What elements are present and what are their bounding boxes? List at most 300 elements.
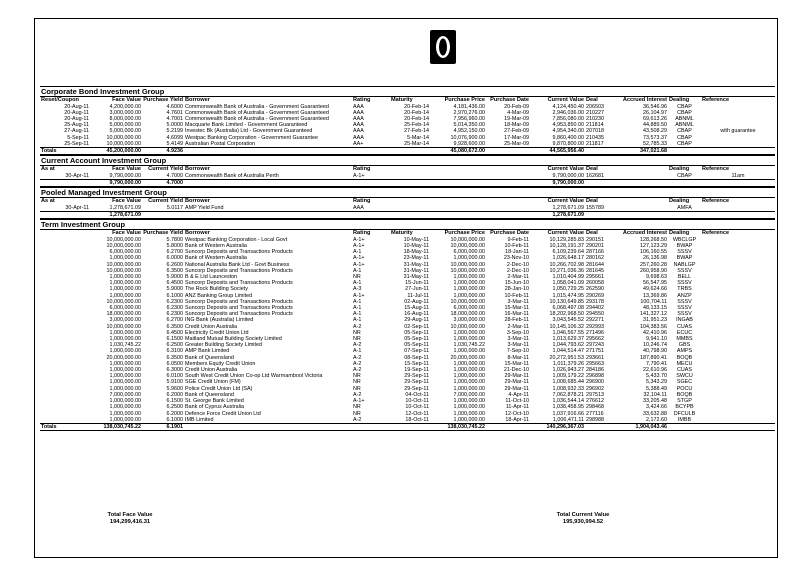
current-value-cell: 1,010,404.99 <box>552 274 584 281</box>
rating-cell: A-1+ <box>353 243 365 250</box>
borrower-cell: IMB Limited <box>185 416 214 423</box>
face-value-cell: 6,000,000.00 <box>109 249 141 256</box>
rating-cell: AAA <box>353 204 364 211</box>
accrued-interest-cell: 49,624.66 <box>643 286 667 293</box>
total-accrued: 1,904,043.46 <box>614 423 668 430</box>
borrower-cell: Suncorp Deposits and Transactions Products <box>185 305 293 312</box>
rating-cell: AAA <box>353 103 364 110</box>
reset-cell: 20-Aug-11 <box>64 116 89 122</box>
deal-cell: 294550 <box>586 311 604 318</box>
deal-cell: 260058 <box>586 280 604 287</box>
current-value-cell: 4,954,340.00 <box>552 128 584 135</box>
purchase-price-cell: 1,000,000.00 <box>453 348 485 355</box>
total-face: 138,030,745.22 <box>90 423 142 430</box>
maturity-cell: 10-May-11 <box>403 236 429 243</box>
current-value-cell: 1,044,793.62 <box>552 342 584 349</box>
table-row <box>40 141 775 148</box>
face-value-cell: 10,000,000.00 <box>106 134 141 141</box>
face-value-cell: 1,000,000.00 <box>109 367 141 374</box>
col-header: Borrower <box>185 166 210 173</box>
yield-cell: 6.0000 <box>166 255 183 262</box>
purchase-date-cell: 18-Jan-11 <box>505 249 529 256</box>
col-header: Current Value <box>547 166 584 173</box>
purchase-date-cell: 3-Mar-11 <box>507 342 529 349</box>
table-row <box>40 205 775 212</box>
corporate-table <box>40 97 775 155</box>
yield-cell: 6.2700 <box>166 317 183 324</box>
rating-cell: AAA <box>353 128 364 135</box>
yield-cell: 5.2199 <box>166 128 183 135</box>
reset-cell: 20-Aug-11 <box>64 109 89 116</box>
dealing-cell: MMBS <box>676 336 693 343</box>
borrower-cell: Westpac Banking Corporation - Government Guarantee <box>185 134 318 141</box>
deal-cell: 290151 <box>586 236 604 243</box>
face-value-cell: 1,000,000.00 <box>109 329 141 336</box>
dealing-cell: SSSV <box>677 298 692 305</box>
current-value-cell: 1,037,916.66 <box>552 410 584 417</box>
col-header: Deal <box>586 97 598 103</box>
deal-cell: 211817 <box>586 140 604 147</box>
yield-cell: 4.6099 <box>166 134 183 141</box>
reference-cell <box>701 205 775 212</box>
reference-cell <box>701 141 775 148</box>
borrower-cell: Bank of Queensland <box>185 391 234 398</box>
purchase-price-cell: 9,928,600.00 <box>453 140 485 147</box>
rating-cell: A-2 <box>353 367 362 374</box>
purchase-date-cell: 10-Feb-11 <box>504 243 529 250</box>
rating-cell: NR <box>353 373 361 380</box>
purchase-date-cell: 7-Sep-10 <box>506 348 529 355</box>
deal-cell: 162681 <box>586 172 604 179</box>
maturity-cell: 16-Aug-11 <box>404 311 429 318</box>
purchase-date-cell: 18-Mar-09 <box>504 122 529 129</box>
dealing-cell: NABLGP <box>673 261 696 268</box>
current-value-cell: 10,128,191.37 <box>549 243 584 250</box>
deal-cell: 281645 <box>586 267 604 274</box>
face-value-cell: 9,790,000.00 <box>109 172 141 179</box>
face-value-cell: 1,000,000.00 <box>109 292 141 299</box>
dealing-cell: GBS <box>678 342 691 349</box>
face-value-cell: 5,000,000.00 <box>109 122 141 129</box>
purchase-date-cell: 9-Feb-11 <box>507 236 529 243</box>
face-value-cell: 1,000,000.00 <box>109 336 141 343</box>
yield-cell: 6.1500 <box>166 336 183 343</box>
purchase-date-cell: 10-Feb-11 <box>504 292 529 299</box>
rating-cell: A-2 <box>353 354 362 361</box>
corporate-section-title: Corporate Bond Investment Group <box>40 86 775 97</box>
totals-row <box>40 148 775 155</box>
current-value-cell: 1,046,567.55 <box>552 329 584 336</box>
yield-cell: 6.4500 <box>166 329 183 336</box>
purchase-date-cell: 28-Jan-10 <box>504 286 529 293</box>
rating-cell: A-1 <box>353 311 362 318</box>
total-face-value: 9,790,000.00 <box>90 180 142 187</box>
yield-cell: 5.4149 <box>166 140 183 147</box>
investment-report <box>40 86 775 431</box>
rating-cell: A-1+ <box>353 255 365 262</box>
borrower-cell: Investec Bk (Australia) Ltd - Government Guaranteed <box>185 128 313 135</box>
maturity-cell: 10-Oct-11 <box>405 404 429 411</box>
maturity-cell: 5-Mar-14 <box>407 134 429 141</box>
purchase-date-cell: 4-Apr-11 <box>508 391 529 398</box>
current-value-cell: 4,124,450.40 <box>552 103 584 110</box>
borrower-cell: Suncorp Deposits and Transactions Products <box>185 249 293 256</box>
col-header: Dealing <box>669 166 690 173</box>
dealing-cell: BOQB <box>676 391 693 398</box>
yield-cell: 6.2600 <box>166 261 183 268</box>
accrued-interest-cell: 26,104.97 <box>643 109 667 116</box>
deal-cell: 295662 <box>586 336 604 343</box>
borrower-cell: SGE Credit Union (FM) <box>185 379 241 386</box>
purchase-date-cell: 27-Feb-09 <box>504 128 529 135</box>
total-price: 45,080,672.00 <box>430 148 486 155</box>
total-label: Totals <box>40 423 90 430</box>
rating-cell: NR <box>353 410 361 417</box>
col-header: Reference <box>702 97 730 103</box>
yield-cell: 6.3500 <box>166 354 183 361</box>
deal-cell: 210435 <box>586 134 604 141</box>
accrued-interest-cell: 106,160.55 <box>640 249 667 256</box>
borrower-cell: Commonwealth Bank of Australia Perth <box>185 172 279 179</box>
maturity-cell: 15-Jun-11 <box>405 280 429 287</box>
dealing-cell: BWAP <box>676 255 693 262</box>
accrued-interest-cell: 40,798.90 <box>643 348 667 355</box>
maturity-cell: 10-Oct-11 <box>405 398 429 405</box>
term-table <box>40 230 775 431</box>
dealing-cell: TRBS <box>677 286 692 293</box>
accrued-interest-cell: 56,547.95 <box>643 280 667 287</box>
purchase-price-cell: 1,000,000.00 <box>453 404 485 411</box>
face-value-cell: 1,000,000.00 <box>109 274 141 281</box>
dealing-cell: CBAP <box>677 109 692 116</box>
total-current-value-label: Total Current Value <box>556 512 610 518</box>
rating-cell: AAA <box>353 134 364 141</box>
current-value-cell: 1,038,458.95 <box>552 404 584 411</box>
col-header: Reset/Coupon <box>41 97 79 103</box>
rating-cell: AAA <box>353 116 364 122</box>
borrower-cell: ANZ Banking Group Limited <box>185 292 253 299</box>
maturity-cell: 29-Sep-11 <box>404 385 429 392</box>
borrower-cell: Suncorp Deposits and Transactions Products <box>185 267 293 274</box>
totals-row <box>40 180 775 187</box>
purchase-price-cell: 10,000,000.00 <box>450 243 485 250</box>
col-header: Rating <box>353 198 371 205</box>
deal-cell: 271751 <box>586 348 604 355</box>
total-yield: 4.7000 <box>142 180 184 187</box>
maturity-cell: 23-May-11 <box>403 255 429 262</box>
deal-cell: 297513 <box>586 391 604 398</box>
deal-cell: 290201 <box>586 243 604 250</box>
purchase-price-cell: 1,000,000.00 <box>453 255 485 262</box>
face-value-cell: 7,000,000.00 <box>109 391 141 398</box>
accrued-interest-cell: 187,890.41 <box>640 354 667 361</box>
col-header: Dealing <box>669 198 690 205</box>
pooled-table <box>40 198 775 219</box>
purchase-price-cell: 1,000,000.00 <box>453 367 485 374</box>
pooled-header-row <box>40 198 775 205</box>
accrued-interest-cell: 36,546.96 <box>643 103 667 110</box>
accrued-interest-cell: 128,268.50 <box>640 236 667 243</box>
current-value-cell: 1,006,471.11 <box>552 416 584 423</box>
purchase-price-cell: 1,000,000.00 <box>453 385 485 392</box>
accrued-interest-cell: 141,327.12 <box>640 311 667 318</box>
borrower-cell: AMP Yield Fund <box>185 204 224 211</box>
maturity-cell: 31-May-11 <box>403 274 429 281</box>
rating-cell: AA+ <box>353 140 364 147</box>
accrued-interest-cell: 104,383.56 <box>640 323 667 330</box>
purchase-price-cell: 7,956,960.00 <box>453 116 485 122</box>
purchase-price-cell: 10,000,000.00 <box>450 236 485 243</box>
borrower-cell: Maitland Mutual Building Society Limited <box>185 336 282 343</box>
total-face: 45,200,000.00 <box>90 148 142 155</box>
rating-cell: A-1 <box>353 267 362 274</box>
purchase-date-cell: 2-Dec-10 <box>506 267 529 274</box>
purchase-price-cell: 1,000,000.00 <box>453 336 485 343</box>
maturity-cell: 27-Feb-14 <box>404 128 429 135</box>
rating-cell: A-2 <box>353 416 362 423</box>
col-header: Reference <box>702 198 730 205</box>
face-value-cell: 1,000,000.00 <box>109 385 141 392</box>
col-header: Maturity <box>391 230 413 237</box>
accrued-interest-cell: 5,343.29 <box>646 379 667 386</box>
purchase-price-cell: 5,014,350.00 <box>453 122 485 129</box>
rating-cell: A-1 <box>353 249 362 256</box>
dealing-cell: CBAP <box>677 134 692 141</box>
col-header: Reference <box>702 230 730 237</box>
dealing-cell: DFCULB <box>673 410 696 417</box>
dealing-cell: STGP <box>677 398 692 405</box>
face-value-cell: 6,000,000.00 <box>109 305 141 312</box>
col-header: Current Yield <box>148 166 183 173</box>
borrower-cell: Bank of Western Australia <box>185 243 247 250</box>
maturity-cell: 20-Feb-14 <box>404 103 429 110</box>
face-value-cell: 1,000,000.00 <box>109 410 141 417</box>
col-header <box>40 230 90 237</box>
current-value-cell: 1,013,629.37 <box>552 336 584 343</box>
current-value-cell: 6,068,497.08 <box>552 305 584 312</box>
accrued-interest-cell: 73,573.37 <box>643 134 667 141</box>
rating-cell: NR <box>353 329 361 336</box>
current-table <box>40 166 775 187</box>
dealing-cell: WBCLGP <box>672 236 697 243</box>
rating-cell: A-1 <box>353 317 362 324</box>
maturity-cell: 29-Sep-11 <box>404 373 429 380</box>
current-value-cell: 10,130,649.85 <box>549 298 584 305</box>
yield-cell: 6.2500 <box>166 342 183 349</box>
yield-cell: 6.1000 <box>166 416 183 423</box>
purchase-date-cell: 18-Apr-11 <box>505 416 529 423</box>
col-header: Face Value <box>112 166 141 173</box>
totals-row <box>40 212 775 219</box>
deal-cell: 295663 <box>586 360 604 367</box>
purchase-date-cell: 29-Mar-11 <box>504 385 529 392</box>
current-value-cell: 10,145,106.32 <box>549 323 584 330</box>
rating-cell: A-1+ <box>353 398 365 405</box>
rating-cell: A-2 <box>353 323 362 330</box>
accrued-interest-cell: 10,246.74 <box>643 342 667 349</box>
current-value-cell: 1,050,729.25 <box>552 286 584 293</box>
accrued-interest-cell: 5,388.49 <box>646 385 667 392</box>
deal-cell: 276612 <box>586 398 604 405</box>
face-value-cell: 1,000,000.00 <box>109 255 141 262</box>
yield-cell: 6.1500 <box>166 398 183 405</box>
purchase-date-cell: 17-Mar-09 <box>504 134 529 141</box>
rating-cell: A-2 <box>353 391 362 398</box>
purchase-price-cell: 6,000,000.00 <box>453 305 485 312</box>
rating-cell: A-3 <box>353 286 362 293</box>
yield-cell: 6.1000 <box>166 292 183 299</box>
total-accrued: 347,021.68 <box>614 148 668 155</box>
purchase-date-cell: 3-Sep-10 <box>506 329 529 336</box>
current-value-cell: 10,266,702.98 <box>549 261 584 268</box>
purchase-price-cell: 3,000,000.00 <box>453 317 485 324</box>
deal-cell: 298988 <box>586 416 604 423</box>
total-current-value-amount: 195,930,994.52 <box>562 519 604 525</box>
purchase-date-cell: 2-Mar-11 <box>507 274 529 281</box>
totals-row <box>40 423 775 430</box>
borrower-cell: Electricity Credit Union Ltd <box>185 329 249 336</box>
accrued-interest-cell: 69,613.26 <box>643 116 667 122</box>
rating-cell: NR <box>353 379 361 386</box>
accrued-interest-cell: 22,610.96 <box>643 367 667 374</box>
borrower-cell: Defence Force Credit Union Ltd <box>185 410 261 417</box>
rating-cell: A-1+ <box>353 292 365 299</box>
total-face-value-label: Total Face Value <box>107 512 153 518</box>
accrued-interest-cell: 7,790.41 <box>646 360 667 367</box>
deal-cell: 211814 <box>586 122 604 129</box>
yield-cell: 5.9100 <box>166 379 183 386</box>
yield-cell: 6.2000 <box>166 410 183 417</box>
rating-cell: A-2 <box>353 342 362 349</box>
maturity-cell: 19-Sep-11 <box>404 367 429 374</box>
purchase-price-cell: 4,952,150.00 <box>453 128 485 135</box>
purchase-date-cell: 2-Mar-11 <box>507 323 529 330</box>
maturity-cell: 11-Jul-11 <box>407 292 429 299</box>
face-value-cell: 3,000,000.00 <box>109 109 141 116</box>
current-value-cell: 3,043,545.52 <box>552 317 584 324</box>
rating-cell: A-1 <box>353 280 362 287</box>
accrued-interest-cell: 33,632.88 <box>643 410 667 417</box>
accrued-interest-cell: 43,508.29 <box>643 128 667 135</box>
deal-cell: 292993 <box>586 323 604 330</box>
current-value-cell: 1,008,685.44 <box>552 379 584 386</box>
accrued-interest-cell: 260,958.90 <box>640 267 667 274</box>
yield-cell: 6.4500 <box>166 280 183 287</box>
purchase-price-cell: 4,181,436.00 <box>453 103 485 110</box>
face-value-cell: 1,000,000.00 <box>109 280 141 287</box>
face-value-cell: 1,000,000.00 <box>109 404 141 411</box>
yield-cell: 6.0100 <box>166 373 183 380</box>
col-header: Rating <box>353 166 371 173</box>
deal-cell: 277116 <box>586 410 604 417</box>
current-value-cell: 1,058,041.09 <box>552 280 584 287</box>
current-value-cell: 20,272,951.53 <box>549 354 584 361</box>
current-value-cell: 10,271,036.36 <box>549 267 584 274</box>
rating-cell: NR <box>353 404 361 411</box>
borrower-cell: Commonwealth Bank of Australia - Government Guaranteed <box>185 109 329 116</box>
deal-cell: 297243 <box>586 342 604 349</box>
total-label: Totals <box>40 148 90 155</box>
yield-cell: 4.7001 <box>166 116 183 122</box>
dealing-cell: BCYPB <box>675 404 694 411</box>
purchase-price-cell: 10,000,000.00 <box>450 298 485 305</box>
face-value-cell: 10,000,000.00 <box>106 323 141 330</box>
yield-cell: 6.2300 <box>166 305 183 312</box>
dealing-cell: SGEC <box>676 379 693 386</box>
reset-cell: 20-Aug-11 <box>64 103 89 110</box>
purchase-price-cell: 1,000,000.00 <box>453 373 485 380</box>
purchase-price-cell: 10,000,000.00 <box>450 323 485 330</box>
deal-cell: 281644 <box>586 261 604 268</box>
maturity-cell: 18-May-11 <box>403 249 429 256</box>
accrued-interest-cell: 48,133.15 <box>643 305 667 312</box>
purchase-price-cell: 1,000,000.00 <box>453 286 485 293</box>
current-value-cell: 6,109,239.64 <box>552 249 584 256</box>
col-header: As at <box>41 198 55 205</box>
accrued-interest-cell: 5,433.70 <box>646 373 667 380</box>
total-current-value: 9,790,000.00 <box>530 180 585 187</box>
total-yield: 4.9236 <box>142 148 184 155</box>
purchase-date-cell: 23-Nov-10 <box>503 255 529 262</box>
current-value-cell: 4,953,850.00 <box>552 122 584 129</box>
borrower-cell: Suncorp Deposits and Transactions Products <box>185 280 293 287</box>
rating-cell: AAA <box>353 109 364 116</box>
deal-cell: 296898 <box>586 373 604 380</box>
yield-cell: 4.6000 <box>166 103 183 110</box>
yield-cell: 6.3000 <box>166 367 183 374</box>
deal-cell: 206503 <box>586 103 604 110</box>
accrued-interest-cell: 44,889.50 <box>643 122 667 129</box>
deal-cell: 207018 <box>586 128 604 135</box>
purchase-price-cell: 10,000,000.00 <box>450 261 485 268</box>
maturity-cell: 10-May-11 <box>403 243 429 250</box>
accrued-interest-cell: 13,369.86 <box>643 292 667 299</box>
col-header: Current Value <box>547 230 584 237</box>
dealing-cell: IMBB <box>677 416 692 423</box>
borrower-cell: The Rock Building Society <box>185 286 248 293</box>
accrued-interest-cell: 257,260.28 <box>640 261 667 268</box>
maturity-cell: 18-Oct-11 <box>405 416 429 423</box>
total-current: 140,296,367.03 <box>530 423 585 430</box>
reference-cell <box>701 417 775 424</box>
dealing-cell: ECUC <box>676 329 693 336</box>
current-section-title: Current Account Investment Group <box>40 155 775 166</box>
dealing-cell: BOQB <box>676 354 693 361</box>
total-current-value: 1,278,671.09 <box>530 212 585 219</box>
yield-cell: 5.8000 <box>166 243 183 250</box>
borrower-cell: Suncorp Deposits and Transactions Products <box>185 311 293 318</box>
col-header: As at <box>41 166 55 173</box>
borrower-cell: Members Equity Credit Union <box>185 360 256 367</box>
purchase-price-cell: 18,000,000.00 <box>450 311 485 318</box>
rating-cell: A-1 <box>353 305 362 312</box>
maturity-cell: 08-Sep-11 <box>404 354 429 361</box>
dealing-cell: ANZP <box>677 292 692 299</box>
col-header: Accrued Interest <box>622 97 667 103</box>
current-value-cell: 1,008,932.33 <box>552 385 584 392</box>
accrued-interest-cell: 9,941.10 <box>646 336 667 343</box>
purchase-price-cell: 1,000,000.00 <box>453 274 485 281</box>
col-header: Current Value <box>547 97 584 103</box>
deal-cell: 295661 <box>586 274 604 281</box>
total-face-value: 1,278,671.09 <box>90 212 142 219</box>
reset-cell: 25-Aug-11 <box>64 122 89 129</box>
face-value-cell: 20,000,000.00 <box>106 354 141 361</box>
rating-cell: A-1+ <box>353 172 365 179</box>
total-current-value-block <box>528 512 638 526</box>
rating-cell: A-1+ <box>353 261 365 268</box>
maturity-cell: 31-May-11 <box>403 261 429 268</box>
